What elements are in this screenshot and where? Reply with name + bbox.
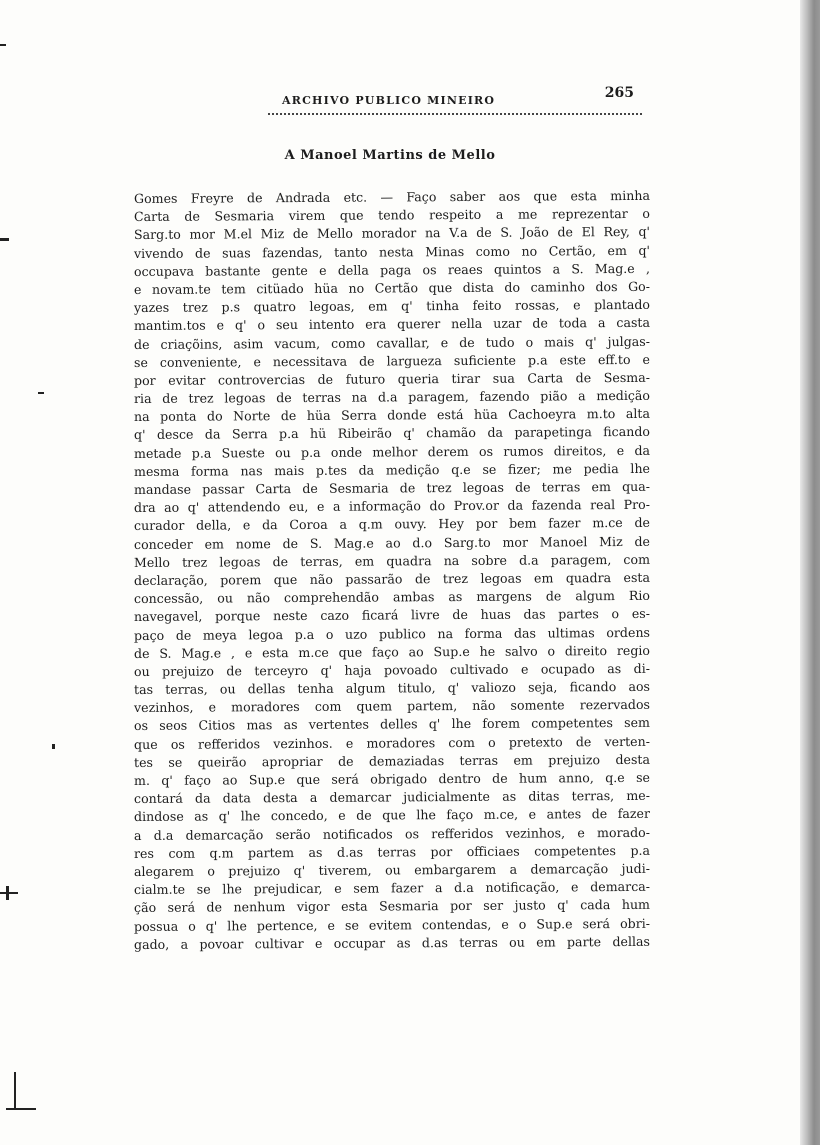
text-line: concessão, ou não comprehendão ambas as margens de algum Rio (133, 587, 651, 607)
text-line: contará da data desta a demarcar judicialmente as ditas terras, me- (133, 788, 651, 807)
text-line: mantim.tos e q' o seu intento era querer nella uzar de toda a casta (133, 315, 651, 334)
text-line: res com q.m partem as d.as terras por officiaes competentes p.a (133, 842, 651, 861)
text-line: Mello trez legoas de terras, em quadra na sobre d.a paragem, com (133, 551, 651, 570)
text-line: dra ao q' attendendo eu, e a informação do Prov.or da fazenda real Pro- (133, 497, 651, 516)
scan-artifact (0, 892, 18, 894)
scan-artifact (0, 44, 6, 46)
page-number: 265 (604, 85, 634, 101)
text-line: m. q' faço ao Sup.e que será obrigado dentro de hum anno, q.e se (133, 769, 651, 788)
text-line: ou prejuizo de terceyro q' haja povoado cultivado e ocupado as di- (133, 660, 651, 679)
running-title: ARCHIVO PUBLICO MINEIRO (282, 94, 496, 107)
text-line: conceder em nome de S. Mag.e ao d.o Sarg.to mor Manoel Miz de (133, 533, 651, 552)
text-line: Gomes Freyre de Andrada etc. — Faço saber aos que esta minha (133, 187, 651, 206)
text-line: gado, a povoar cultivar e occupar as d.as terras ou em parte dellas (133, 933, 651, 952)
text-line: mesma forma nas mais p.tes da medição q.e se fizer; me pedia lhe (133, 460, 651, 479)
text-line: vivendo de suas fazendas, tanto nesta Minas como no Certão, em q' (133, 242, 651, 261)
text-line: por evitar controvercias de futuro queria tirar sua Carta de Sesma- (133, 369, 651, 388)
text-line: se conveniente, e necessitava de largueza suficiente p.a este eff.to e (133, 351, 651, 370)
text-line: dindose as q' lhe concedo, e de que lhe faço m.ce, e antes de fazer (133, 806, 651, 825)
text-line: declaração, porem que não passarão de trez legoas em quadra esta (133, 569, 651, 588)
text-line: paço de meya legoa p.a o uzo publico na forma das ultimas ordens (133, 624, 651, 643)
text-line: occupava bastante gente e della paga os reaes quintos a S. Mag.e , (133, 260, 651, 279)
text-line: na ponta do Norte de hüa Serra donde está hüa Cachoeyra m.to alta (133, 406, 651, 425)
text-line: alegarem o prejuizo q' tiverem, ou embargarem a demarcação judi- (133, 860, 651, 879)
text-line: ção será de nenhum vigor esta Sesmaria por ser justo q' cada hum (133, 897, 651, 916)
running-header (270, 85, 640, 114)
scan-artifact (6, 886, 9, 900)
text-line: tes se queirão apropriar de demaziadas terras em prejuizo desta (133, 751, 651, 770)
header-rule (268, 113, 642, 115)
text-line: e novam.te tem citüado hüa no Certão que dista do caminho dos Go- (133, 278, 651, 297)
text-line: ria de trez legoas de terras na d.a paragem, fazendo pião a medição (133, 387, 651, 407)
text-line: a d.a demarcação serão notificados os refferidos vezinhos, e morado- (133, 824, 651, 843)
scan-artifact (14, 1072, 16, 1108)
text-line: vezinhos, e moradores com quem partem, não somente rezervados (133, 697, 651, 716)
scan-artifact (52, 744, 55, 749)
text-line: possua o q' lhe pertence, e se evitem contendas, e o Sup.e será obri- (133, 915, 651, 934)
scan-border-right (800, 0, 820, 1145)
text-line: metade p.a Sueste ou p.a onde melhor derem os rumos direitos, e da (133, 442, 651, 461)
scan-artifact (38, 392, 44, 394)
text-line: cialm.te se lhe prejudicar, e sem fazer a d.a notificação, e demarca- (133, 878, 651, 898)
text-line: que os refferidos vezinhos. e moradores com o pretexto de verten- (133, 733, 651, 752)
body-text (133, 187, 651, 954)
text-line: Carta de Sesmaria virem que tendo respeito a me reprezentar o (133, 206, 651, 225)
text-line: Sarg.to mor M.el Miz de Mello morador na V.a de S. João de El Rey, q' (133, 224, 651, 243)
section-title: A Manoel Martins de Mello (284, 148, 496, 163)
text-line: de criaçõins, asim vacum, como cavallar, e de tudo o mais q' julgas- (133, 333, 651, 352)
scan-artifact (0, 238, 9, 241)
scan-artifact (6, 1108, 36, 1110)
text-line: de S. Mag.e , e esta m.ce que faço ao Sup.e he salvo o direito regio (133, 642, 651, 661)
text-line: tas terras, ou dellas tenha algum titulo, q' valiozo seja, ficando aos (133, 678, 651, 698)
text-line: os seos Citios mas as vertentes delles q' lhe forem competentes sem (133, 715, 651, 734)
text-line: navegavel, porque neste cazo ficará livre de huas das partes o es- (133, 606, 651, 625)
text-line: q' desce da Serra p.a hü Ribeirão q' chamão da parapetinga ficando (133, 424, 651, 443)
text-line: curador della, e da Coroa a q.m ouvy. Hey por bem fazer m.ce de (133, 515, 651, 534)
text-line: mandase passar Carta de Sesmaria de trez legoas de terras em qua- (133, 478, 651, 497)
text-line: yazes trez p.s quatro legoas, em q' tinha feito rossas, e plantado (133, 296, 651, 316)
